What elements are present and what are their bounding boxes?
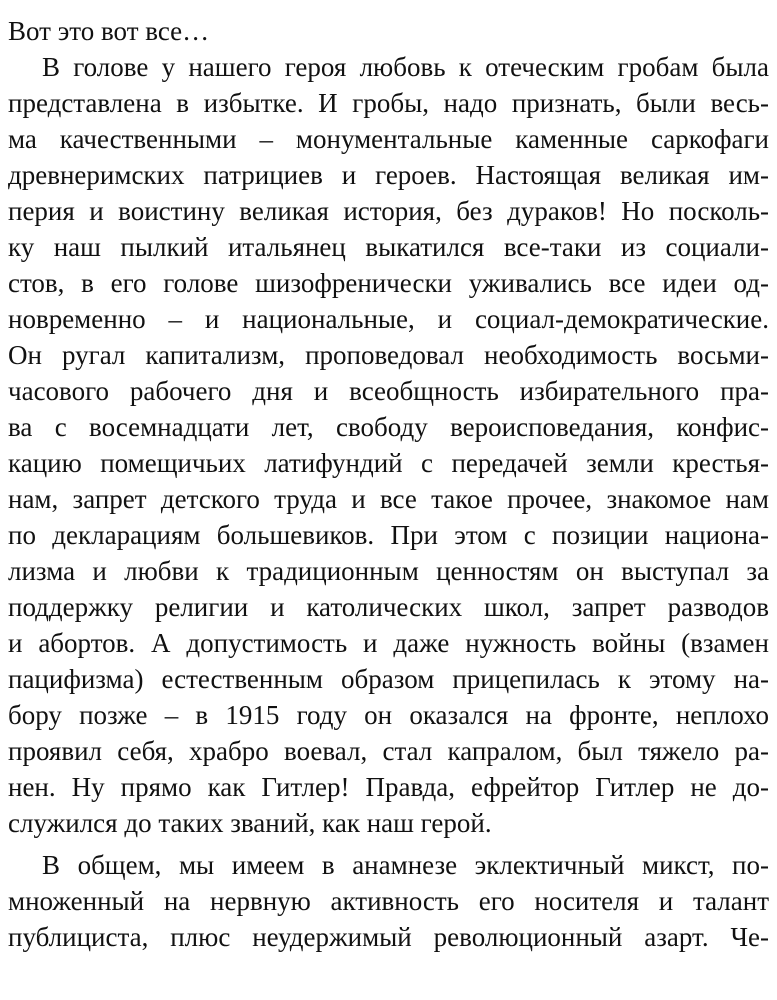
text-line: проявил себя, храбро воевал, стал капралом, был тяжело ра-	[8, 736, 769, 766]
paragraph-first-line: В голове у нашего героя любовь к отеческим гробам была	[42, 52, 769, 82]
paragraph-last-line: служился до таких званий, как наш герой.	[8, 808, 492, 838]
text-line: новременно – и национальные, и социал-демократические.	[8, 304, 769, 334]
text-line: пацифизма) естественным образом прицепилась к этому на-	[8, 664, 769, 694]
text-line: бору позже – в 1915 году он оказался на фронте, неплохо	[8, 700, 769, 730]
text-line: поддержку религии и католических школ, запрет разводов	[8, 592, 769, 622]
text-line: ку наш пылкий итальянец выкатился все-таки из социали-	[8, 232, 769, 262]
text-line: ма качественными – монументальные каменные саркофаги	[8, 124, 769, 154]
text-line: публициста, плюс неудержимый революционный азарт. Че-	[8, 922, 769, 952]
text-line: и абортов. А допустимость и даже нужность войны (взамен	[8, 628, 769, 658]
text-line: стов, в его голове шизофренически уживались все идеи од-	[8, 268, 769, 298]
text-line: Вот это вот все…	[8, 16, 210, 46]
text-line: множенный на нервную активность его носителя и талант	[8, 886, 769, 916]
text-line: древнеримских патрициев и героев. Настоящая великая им-	[8, 160, 769, 190]
text-line: нам, запрет детского труда и все такое прочее, знакомое нам	[8, 484, 769, 514]
text-line: нен. Ну прямо как Гитлер! Правда, ефрейтор Гитлер не до-	[8, 772, 769, 802]
text-line: по декларациям большевиков. При этом с позиции национа-	[8, 520, 769, 550]
text-line: представлена в избытке. И гробы, надо признать, были весь-	[8, 88, 769, 118]
text-line: лизма и любви к традиционным ценностям он выступал за	[8, 556, 769, 586]
text-line: кацию помещичьих латифундий с передачей земли крестья-	[8, 448, 769, 478]
text-line: часового рабочего дня и всеобщность избирательного пра-	[8, 376, 769, 406]
paragraph-first-line: В общем, мы имеем в анамнезе эклектичный микст, по-	[42, 850, 769, 880]
text-line: Он ругал капитализм, проповедовал необходимость восьми-	[8, 340, 769, 370]
text-line: ва с восемнадцати лет, свободу вероисповедания, конфис-	[8, 412, 769, 442]
text-line: перия и воистину великая история, без дураков! Но посколь-	[8, 196, 769, 226]
